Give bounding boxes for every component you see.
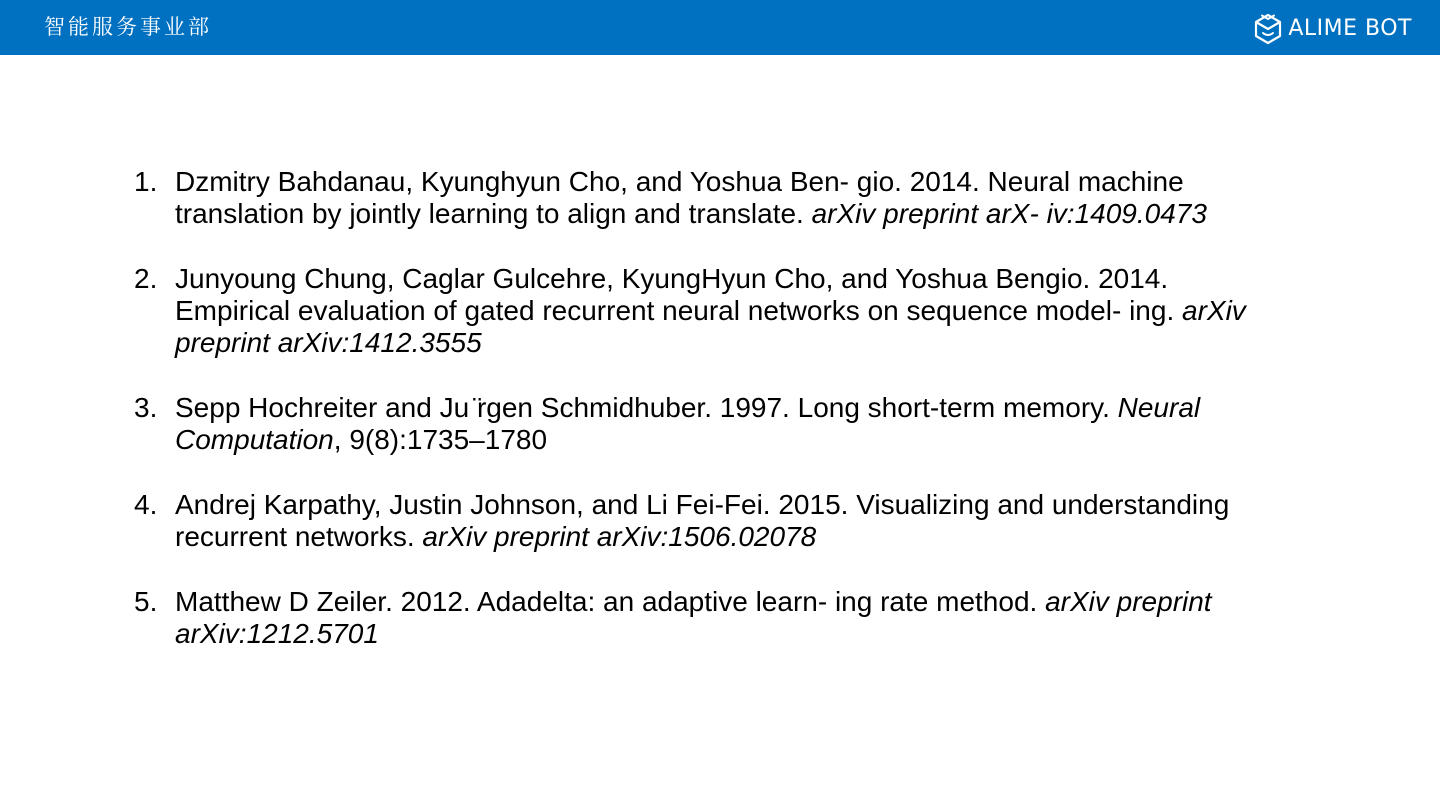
reference-venue: arXiv preprint arXiv:1412.3555 xyxy=(175,295,1246,358)
reference-venue: arXiv preprint arXiv:1506.02078 xyxy=(422,521,817,552)
org-title: 智能服务事业部 xyxy=(44,15,212,39)
reference-venue: Neural Computation xyxy=(175,392,1201,455)
reference-number: 4. xyxy=(134,489,158,520)
reference-item xyxy=(130,489,1290,553)
reference-number: 5. xyxy=(134,586,158,617)
cube-bot-icon xyxy=(1253,12,1283,46)
reference-venue: arXiv preprint arXiv:1212.5701 xyxy=(175,586,1212,649)
reference-venue: arXiv preprint arX- iv:1409.0473 xyxy=(811,198,1207,229)
reference-text: Dzmitry Bahdanau, Kyunghyun Cho, and Yoshua Ben- gio. 2014. Neural machine translation by jointly learning to align and translate. xyxy=(175,166,1184,229)
brand-logo xyxy=(1253,12,1412,46)
reference-item xyxy=(130,166,1290,230)
reference-text: Andrej Karpathy, Justin Johnson, and Li Fei-Fei. 2015. Visualizing and understanding recurrent networks. xyxy=(175,489,1230,552)
reference-item xyxy=(130,586,1290,650)
header-bar xyxy=(0,0,1440,55)
reference-number: 1. xyxy=(134,166,158,197)
reference-number: 2. xyxy=(134,263,158,294)
reference-text: Junyoung Chung, Caglar Gulcehre, KyungHyun Cho, and Yoshua Bengio. 2014. Empirical evaluation of gated recurrent neural networks on sequence model- ing. xyxy=(175,263,1183,326)
brand-text: ALIME BOT xyxy=(1288,16,1412,41)
reference-tail: , 9(8):1735–1780 xyxy=(333,424,548,455)
reference-text: Sepp Hochreiter and Ju ̈rgen Schmidhuber. 1997. Long short-term memory. xyxy=(175,392,1118,423)
reference-text: Matthew D Zeiler. 2012. Adadelta: an adaptive learn- ing rate method. xyxy=(175,586,1046,617)
reference-list xyxy=(130,166,1290,683)
reference-number: 3. xyxy=(134,392,158,423)
reference-item xyxy=(130,392,1290,456)
reference-item xyxy=(130,263,1290,359)
